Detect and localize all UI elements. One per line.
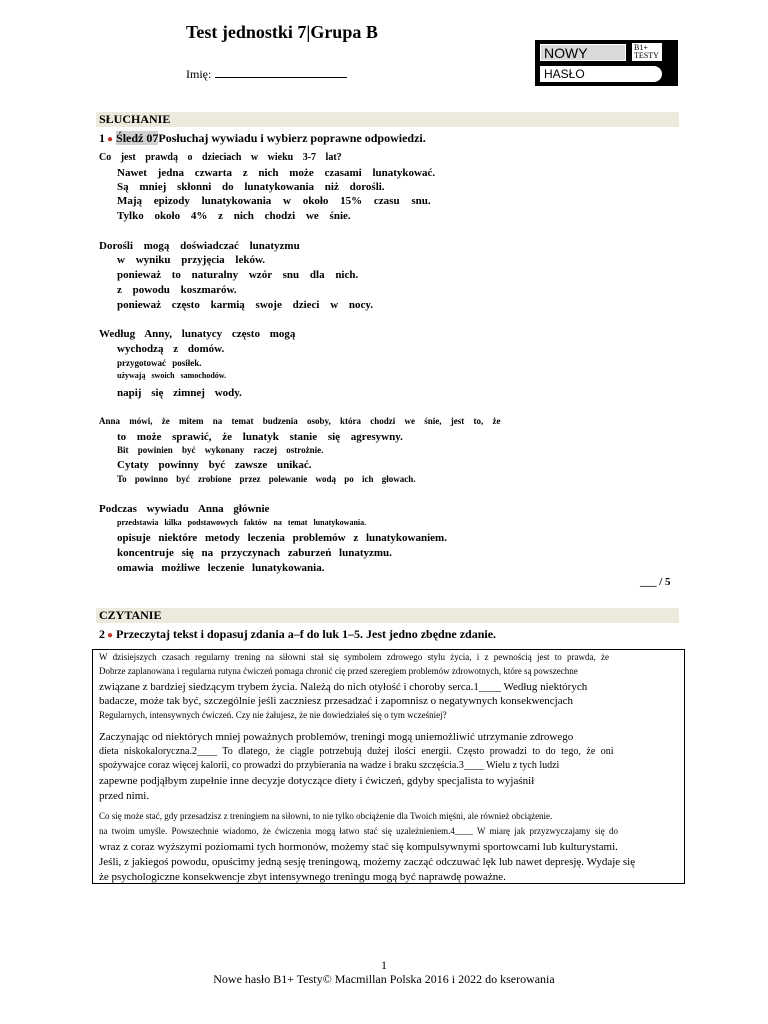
- audio-icon: ●: [107, 134, 114, 145]
- logo-haslo: HASŁO: [540, 66, 662, 82]
- text-line: że psychologiczne konsekwencje zbyt intensywnego treningu mogą być naprawdę poważne.: [99, 871, 506, 883]
- question-2: Dorośli mogą doświadczać lunatyzmu: [99, 240, 300, 252]
- task-1-instruction: [99, 131, 426, 146]
- section-listening: SŁUCHANIE: [96, 112, 679, 127]
- text-line: przed nimi.: [99, 790, 150, 802]
- option-2d[interactable]: ponieważ często karmią swoje dzieci w nocy.: [117, 299, 374, 311]
- text-line: Co się może stać, gdy przesadzisz z treningiem na siłowni, to nie tylko obciążenie dla Twoich mięśni, ale również obciążenie.: [99, 811, 553, 821]
- option-3b[interactable]: przygotować posiłek.: [117, 358, 202, 368]
- text-line: badacze, może tak być, szczególnie jeśli zaczniesz przesadzać i zapomnisz o negatywnych konsekwencjach: [99, 695, 573, 707]
- task-2-instruction: [99, 627, 496, 642]
- logo-nowy: NOWY: [540, 44, 626, 61]
- text-line: związane z bardziej siedzącym trybem życia. Należą do nich otyłość i choroby serca.1____ Według niektórych: [99, 681, 588, 693]
- score-field: ___ / 5: [640, 576, 671, 588]
- name-field: [186, 66, 347, 82]
- task-instruction: Przeczytaj tekst i dopasuj zdania a–f do luk 1–5. Jest jedno zbędne zdanie.: [116, 627, 497, 641]
- option-1d[interactable]: Tylko około 4% z nich chodzi we śnie.: [117, 210, 351, 222]
- section-reading: CZYTANIE: [96, 608, 679, 623]
- text-line: Zaczynając od niektórych mniej poważnych problemów, treningi mogą uniemożliwić utrzymanie zdrowego: [99, 731, 574, 743]
- logo-b1-testy: B1+ TESTY: [632, 43, 662, 61]
- option-5d[interactable]: omawia możliwe leczenie lunatykowania.: [117, 562, 325, 574]
- option-4b[interactable]: Bit powinien być wykonany raczej ostrożnie.: [117, 445, 324, 455]
- option-5c[interactable]: koncentruje się na przyczynach zaburzeń lunatyzmu.: [117, 547, 392, 559]
- book-icon: ●: [107, 630, 114, 641]
- text-line: dieta niskokaloryczna.2____ To dlatego, że ciągle potrzebują dużej ilości energii. Często prowadzi to do tego, że oni: [99, 746, 614, 757]
- option-4d[interactable]: To powinno być zrobione przez polewanie wodą po ich głowach.: [117, 474, 416, 484]
- text-line: zapewne podjąłbym zupełnie inne decyzje dotyczące diety i ćwiczeń, gdyby specjalista to wyjaśnił: [99, 775, 535, 787]
- question-1: Co jest prawdą o dzieciach w wieku 3-7 lat?: [99, 152, 342, 163]
- option-2a[interactable]: w wyniku przyjęcia leków.: [117, 254, 266, 266]
- copyright-footer: Nowe hasło B1+ Testy© Macmillan Polska 2016 i 2022 do kserowania: [213, 972, 555, 986]
- name-label: Imię:: [186, 67, 212, 81]
- option-3c[interactable]: używają swoich samochodów.: [117, 371, 227, 380]
- question-4: Anna mówi, że mitem na temat budzenia osoby, która chodzi we śnie, jest to, że: [99, 416, 501, 426]
- text-line: Jeśli, z jakiegoś powodu, opuścimy jedną sesję treningową, możemy zacząć odczuwać lęk lub nawet depresję. Wydaje się: [99, 856, 636, 868]
- page-title: Test jednostki 7|Grupa B: [186, 22, 378, 42]
- text-line: Regularnych, intensywnych ćwiczeń. Czy nie żałujesz, że nie dowiedziałeś się o tym wcześniej?: [99, 710, 447, 720]
- text-line: Dobrze zaplanowana i regularna rutyna ćwiczeń pomaga chronić cię przed szeregiem problemów zdrowotnych, które są powszechne: [99, 666, 578, 676]
- option-5b[interactable]: opisuje niektóre metody leczenia problemów z lunatykowaniem.: [117, 532, 447, 544]
- name-input-line[interactable]: [215, 66, 347, 78]
- publisher-logo: [535, 40, 678, 86]
- question-3: Według Anny, lunatycy często mogą: [99, 328, 296, 340]
- option-3d[interactable]: napij się zimnej wody.: [117, 387, 242, 399]
- task-number: 1: [99, 131, 105, 145]
- option-3a[interactable]: wychodzą z domów.: [117, 343, 225, 355]
- option-4c[interactable]: Cytaty powinny być zawsze unikać.: [117, 459, 312, 471]
- option-1a[interactable]: Nawet jedna czwarta z nich może czasami lunatykować.: [117, 167, 436, 179]
- task-number: 2: [99, 627, 105, 641]
- question-5: Podczas wywiadu Anna głównie: [99, 503, 270, 515]
- option-2b[interactable]: ponieważ to naturalny wzór snu dla nich.: [117, 269, 359, 281]
- page-number: 1: [381, 958, 387, 972]
- option-5a[interactable]: przedstawia kilka podstawowych faktów na temat lunatykowania.: [117, 518, 367, 527]
- text-line: W dzisiejszych czasach regularny trening na siłowni stał się symbolem zdrowego stylu życia, i z pewnością jest to prawda, że: [99, 652, 609, 662]
- task-instruction: Posłuchaj wywiadu i wybierz poprawne odpowiedzi.: [158, 131, 426, 145]
- track-label: Śledź 07: [116, 131, 159, 145]
- option-1b[interactable]: Są mniej skłonni do lunatykowania niż dorośli.: [117, 181, 385, 193]
- text-line: spożywajce coraz więcej kalorii, co prowadzi do przybierania na wadze i braku szczęścia.3____ Wielu z tych ludzi: [99, 760, 560, 771]
- option-2c[interactable]: z powodu koszmarów.: [117, 284, 237, 296]
- option-1c[interactable]: Mają epizody lunatykowania w około 15% czasu snu.: [117, 195, 431, 207]
- option-4a[interactable]: to może sprawić, że lunatyk stanie się agresywny.: [117, 431, 403, 443]
- text-line: na twoim umyśle. Powszechnie wiadomo, że ćwiczenia mogą łatwo stać się uzależnieniem.4____ W miarę jak przyzwyczajamy się do: [99, 826, 619, 836]
- text-line: wraz z coraz wyższymi poziomami tych hormonów, możemy stać się kompulsywnymi sportowcami lub kulturystami.: [99, 841, 618, 853]
